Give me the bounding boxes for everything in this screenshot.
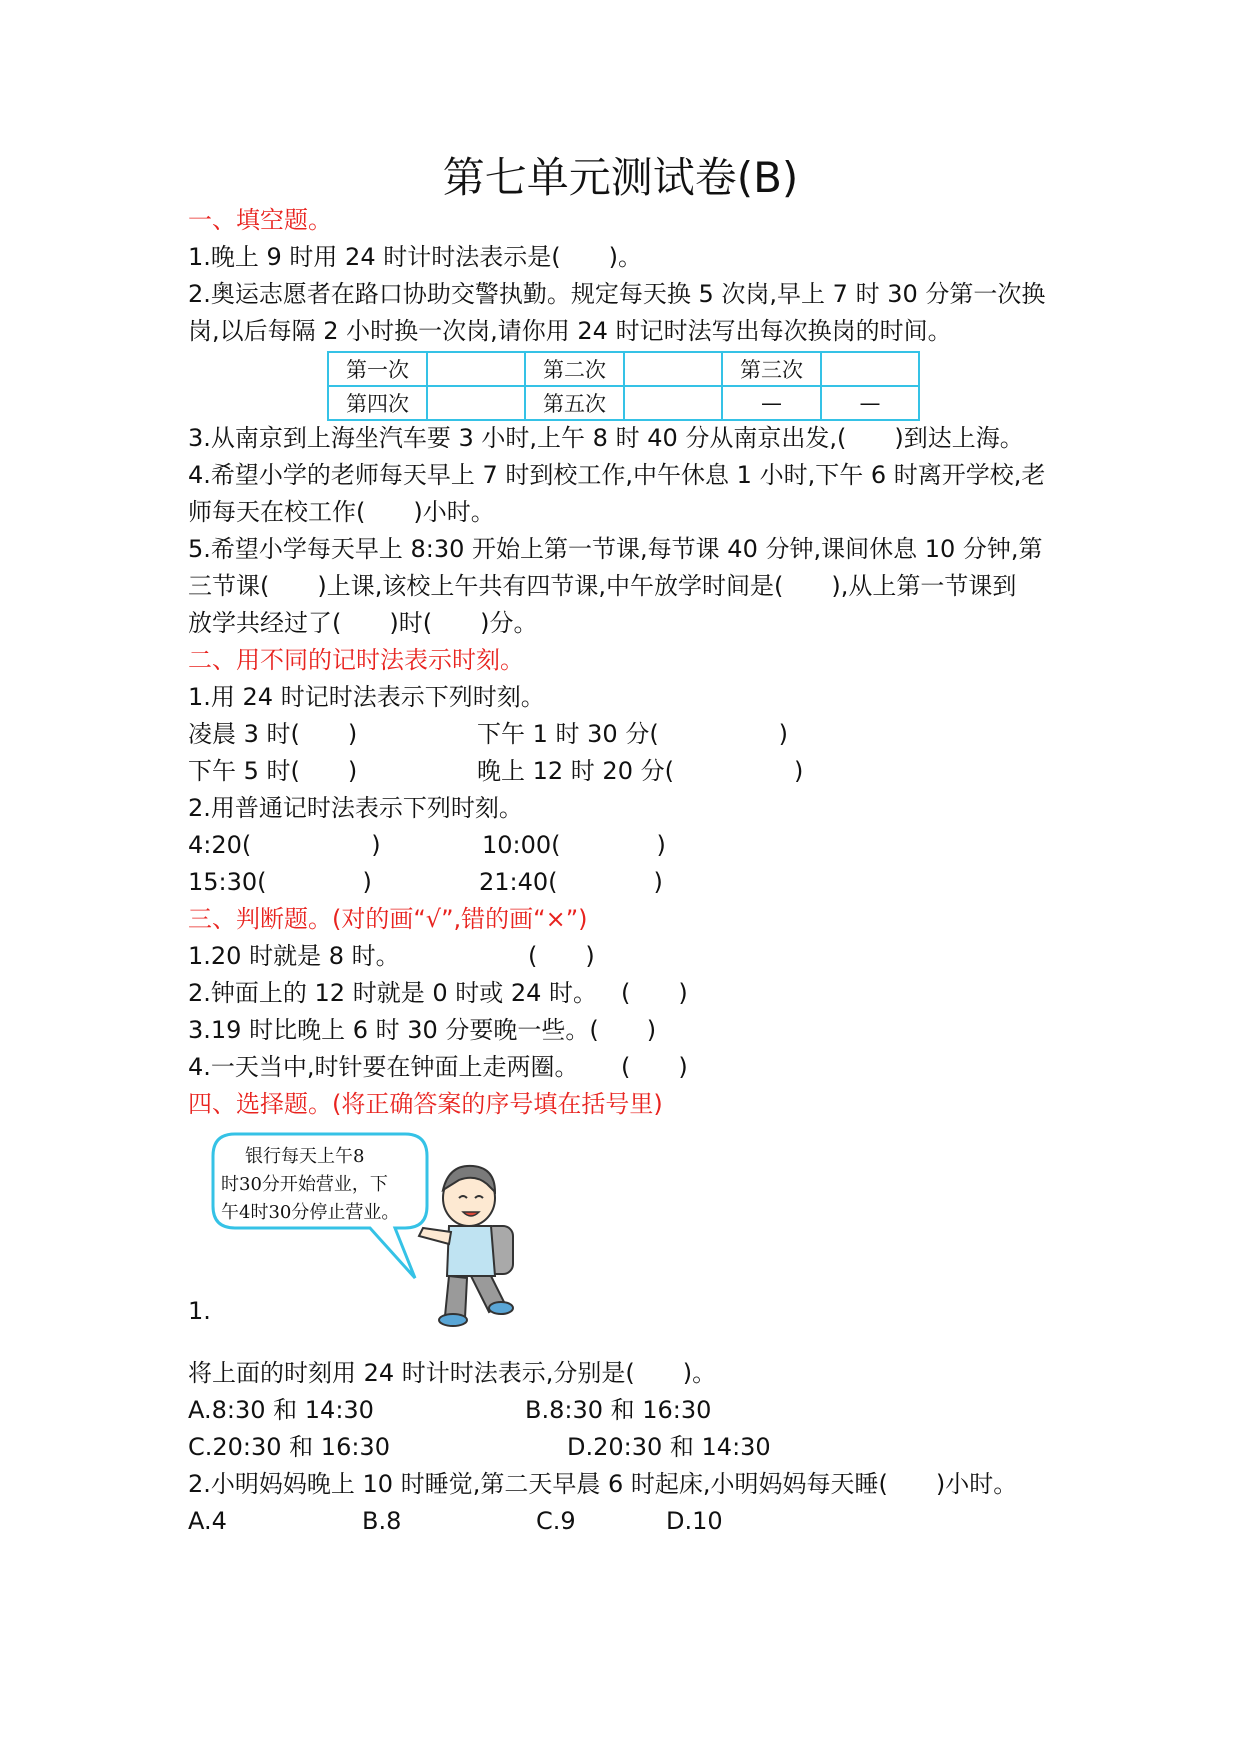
table-cell-answer bbox=[427, 352, 525, 386]
fill-question-5-line-3: 放学共经过了( )时( )分。 bbox=[188, 609, 538, 637]
table-cell-dash: — bbox=[722, 386, 821, 420]
convert-item-c: 下午 5 时( ) bbox=[188, 757, 358, 785]
section-heading-choice: 四、选择题。(将正确答案的序号填在括号里) bbox=[188, 1090, 663, 1118]
convert-part-2: 2.用普通记时法表示下列时刻。 bbox=[188, 794, 523, 822]
fill-question-2-line-2: 岗,以后每隔 2 小时换一次岗,请你用 24 时记时法写出每次换岗的时间。 bbox=[188, 317, 952, 345]
fill-question-1: 1.晚上 9 时用 24 时计时法表示是( )。 bbox=[188, 243, 642, 271]
choice-question-1: 将上面的时刻用 24 时计时法表示,分别是( )。 bbox=[188, 1359, 717, 1387]
choice-option-2d: D.10 bbox=[666, 1507, 723, 1535]
choice-option-1a: A.8:30 和 14:30 bbox=[188, 1396, 374, 1424]
boy-icon bbox=[419, 1166, 513, 1326]
judge-answer-1: ( ) bbox=[528, 942, 595, 970]
section-heading-convert: 二、用不同的记时法表示时刻。 bbox=[188, 646, 524, 674]
table-cell-answer bbox=[427, 386, 525, 420]
judge-answer-4: ( ) bbox=[621, 1053, 688, 1081]
convert-item-e: 4:20( ) bbox=[188, 831, 381, 859]
section-heading-judge: 三、判断题。(对的画“√”,错的画“×”) bbox=[188, 905, 588, 933]
shift-time-table bbox=[327, 351, 920, 421]
convert-part-1: 1.用 24 时记时法表示下列时刻。 bbox=[188, 683, 545, 711]
convert-item-d: 晚上 12 时 20 分( ) bbox=[477, 757, 804, 785]
fill-question-4-line-2: 师每天在校工作( )小时。 bbox=[188, 498, 495, 526]
judge-question-4: 4.一天当中,时针要在钟面上走两圈。 bbox=[188, 1053, 579, 1081]
judge-question-2: 2.钟面上的 12 时就是 0 时或 24 时。 bbox=[188, 979, 598, 1007]
fill-question-4-line-1: 4.希望小学的老师每天早上 7 时到校工作,中午休息 1 小时,下午 6 时离开学校,老 bbox=[188, 461, 1046, 489]
table-row bbox=[328, 386, 919, 420]
fill-question-2-line-1: 2.奥运志愿者在路口协助交警执勤。规定每天换 5 次岗,早上 7 时 30 分第一次换 bbox=[188, 280, 1046, 308]
table-cell-label: 第二次 bbox=[525, 352, 624, 386]
table-cell-label: 第四次 bbox=[328, 386, 427, 420]
fill-question-5-line-1: 5.希望小学每天早上 8:30 开始上第一节课,每节课 40 分钟,课间休息 10 分钟,第 bbox=[188, 535, 1043, 563]
choice-option-2a: A.4 bbox=[188, 1507, 227, 1535]
choice-option-1d: D.20:30 和 14:30 bbox=[567, 1433, 771, 1461]
bubble-line-2: 时30分开始营业，下 bbox=[221, 1174, 388, 1195]
fill-question-5-line-2: 三节课( )上课,该校上午共有四节课,中午放学时间是( ),从上第一节课到 bbox=[188, 572, 1017, 600]
convert-item-g: 15:30( ) bbox=[188, 868, 372, 896]
fill-question-3: 3.从南京到上海坐汽车要 3 小时,上午 8 时 40 分从南京出发,( )到达上海。 bbox=[188, 424, 1024, 452]
section-heading-fill: 一、填空题。 bbox=[188, 206, 332, 234]
choice-option-2b: B.8 bbox=[362, 1507, 402, 1535]
table-cell-label: 第三次 bbox=[722, 352, 821, 386]
convert-item-a: 凌晨 3 时( ) bbox=[188, 720, 358, 748]
table-cell-answer bbox=[624, 352, 722, 386]
page-title: 第七单元测试卷(B) bbox=[442, 153, 799, 202]
choice-question-2: 2.小明妈妈晚上 10 时睡觉,第二天早晨 6 时起床,小明妈妈每天睡( )小时。 bbox=[188, 1470, 1018, 1498]
table-cell-label: 第五次 bbox=[525, 386, 624, 420]
judge-question-3: 3.19 时比晚上 6 时 30 分要晚一些。( ) bbox=[188, 1016, 657, 1044]
bubble-line-3: 午4时30分停止营业。 bbox=[221, 1202, 400, 1223]
convert-item-h: 21:40( ) bbox=[479, 868, 663, 896]
table-row bbox=[328, 352, 919, 386]
choice-option-1c: C.20:30 和 16:30 bbox=[188, 1433, 390, 1461]
bank-hours-illustration bbox=[205, 1128, 545, 1328]
bubble-line-1: 银行每天上午8 bbox=[245, 1146, 365, 1167]
choice-question-1-number: 1. bbox=[188, 1297, 211, 1325]
convert-item-f: 10:00( ) bbox=[482, 831, 666, 859]
choice-option-2c: C.9 bbox=[536, 1507, 576, 1535]
table-cell-answer bbox=[624, 386, 722, 420]
choice-option-1b: B.8:30 和 16:30 bbox=[525, 1396, 712, 1424]
table-cell-dash: — bbox=[821, 386, 919, 420]
judge-question-1: 1.20 时就是 8 时。 bbox=[188, 942, 400, 970]
judge-answer-2: ( ) bbox=[621, 979, 688, 1007]
convert-item-b: 下午 1 时 30 分( ) bbox=[477, 720, 789, 748]
table-cell-answer bbox=[821, 352, 919, 386]
table-cell-label: 第一次 bbox=[328, 352, 427, 386]
